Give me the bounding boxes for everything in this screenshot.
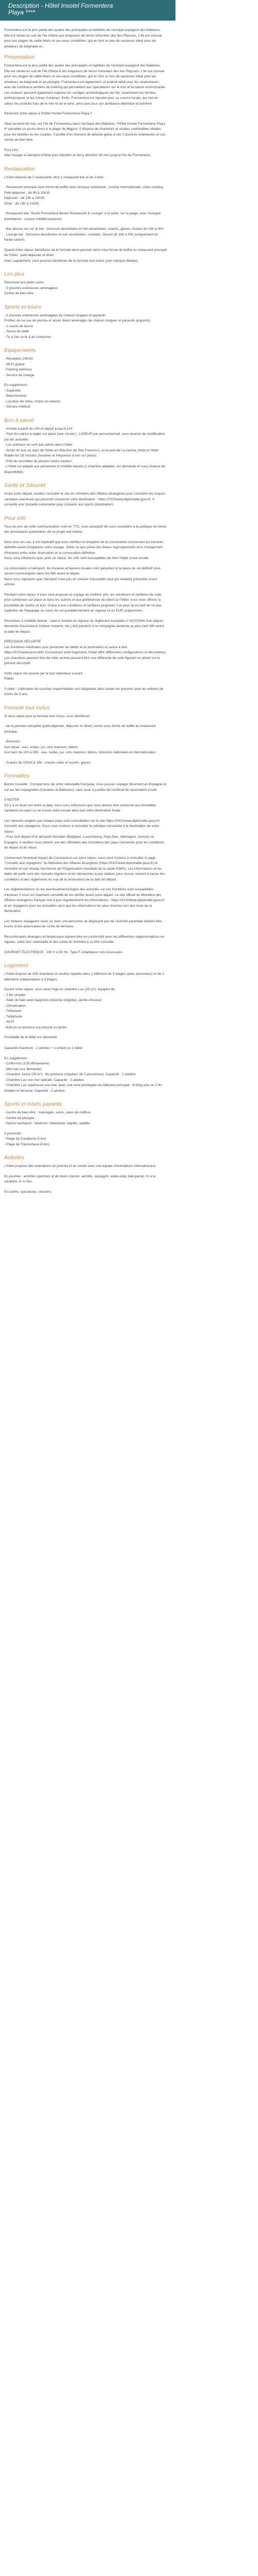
- section-paragraph-sports: - 2 piscines extérieures aménagées de chaises longues et parasols Profitez de sa vue de piscine et accès direct aménagés de chaises longues et parasols (payants) - 2 courts de tennis - Tennis de table - Tir à l'arc et tir à air comprimé: [4, 313, 150, 339]
- section-paragraph-bonasavoir: - Arrivée à partir de 15h et départ jusqu'à 12h - Tous les séjour à regler sur place (see, lot ext.): 2,50EUR par personne/nuit, sous réserve de modification par les autorités. - Les animaux ne sont pas admis dans l'hôtel. - Accès en bus ou taxis de l'hôtel en direction de San Francisco, ou le port de La savina, Hôtel et Hôtel fixable les 28 minutes (horaires et fréquence à voir sur place). - Prêt de serviettes de piscine contre caution. - L'hôtel est adapté aux personnes à mobilité réduite (1 chambre adaptée, sur demande et sous réserve de disponibilité).: [4, 427, 166, 474]
- section-title-presentation: Présentation: [4, 54, 35, 60]
- section-title-toutinclus: Formule tout inclus: [4, 704, 50, 711]
- section-paragraph-info: La convocation à l'aéroport, les horaires et liaisons locales sont garanties et la place du vol définitif vous seront communiqués dans les 48h avant le départ. Nous vous signalons que l'aéroport n'est pas en mesure d'accueillir ceux qui seraient présentés à leur arrivée.: [4, 566, 161, 586]
- section-paragraph-logement: Durant votre séjour, vous serez logé en chambre Lux (25 m²), équipée de : - 2 lits simples - Salle de bain avec baignoire (douche intégrée), sèche-cheveux - Climatisation - Télévision - Téléphone - Wi-Fi - Balcon ou terrasse vue piscine ou jardin.: [4, 988, 117, 1029]
- section-paragraph-presentation: Formentera est la plus petite des quatre îles principales et habitées de l'archipel espagnol des Baléares. Elle est située au sud de l'île d'Ibiza à ses longueurs de terres fortunées des îles Pityuses. L'île est connue pour ses plages de sable blanc et ses eaux cristallines, qui en font un lieu de vacances idéal pour les amateurs de baignade et de plongée. Formentera est également un endroit idéal pour les randonneurs, avec de nombreux sentiers de trekking qui permettent aux spectateurs sur le tour et la nature environnante. Les visiteurs peuvent également explorer les vestiges archéologiques de l'île, notamment les tombes préhistoriques et les ruines romaines. Enfin, Formentera est réputée pour sa cuisine locale, qui met en valeur les produits frais de la mer et de la terre, ainsi que pour son ambiance détendue et bohème.: [4, 64, 166, 106]
- section-paragraph-toutinclus: - Snacks de 10h30 à 18h : snacks salés et sucrés, glaces.: [4, 760, 92, 765]
- section-title-logement: Logement: [4, 962, 28, 969]
- header-title-line1: Description - Hôtel Insotel Formentera: [8, 2, 113, 9]
- section-paragraph-info: Tous les prix de cette communication sont en TTC, vous acceptez de vous soumettre à la politique de vente des prestataires partenaires de ce projet soit réalisé.: [4, 524, 166, 534]
- section-title-sports: Sports et loisirs: [4, 303, 41, 310]
- section-title-info: Pour info: [4, 515, 26, 521]
- section-paragraph-equipements: En supplément : - Supérette - Blanchisserie - Location de vélos, motos et voitures - Service médical: [4, 383, 61, 409]
- section-paragraph-logement: Possibilité de lit bébé sur demande. Capacité maximum : 2 adultes + 1 enfant ou 1 bébé: [4, 1036, 83, 1050]
- section-paragraph-toutinclus: - de la pension complète (petit-déjeuner, déjeuner et dîner) servie sous forme de buffet au restaurant principal.: [4, 724, 156, 734]
- section-paragraph-logement: L'hôtel dispose de 335 chambres et studios répartis dans 1 bâtiment de 4 étages (avec ascenseur) et de 2 bâtiments indépendants à 3 étages.: [4, 972, 164, 981]
- section-paragraph-info: Personnes à mobilité réduite : suite à l'entrée en vigueur du règlement européen n°1107/2006 (loin depuis demande d'assistance (chaise roulante, etc.) doit parvenir à la compagnie aérienne au plus tard 48h avant la date de départ.: [4, 619, 164, 634]
- section-paragraph-activites: En soirée, spectacles, concerts.: [4, 1190, 53, 1194]
- section-paragraph-formalites: Les mesures exigées par chaque pays sont consultables sur le site https://XXX/www.diplomatie.gouv.fr/ Conseils aux voyageurs. Nous vous invitons à consulter la rubrique consacrée à la destination de votre séjour. - Pour tout départ d'un aéroport frontalier (Belgique, Luxembourg, Pays-Bas, Allemagne, Suisse) ou Espagne, il veuillez nous obtenir une des officielles des ministères des pays concernés pour les conditions de départ et de retour.: [4, 819, 165, 850]
- section-title-sante: Santé et Sécurité: [4, 482, 46, 488]
- section-paragraph-restauration: - Restaurant-bar "South Formentera Beach Restaurant & Lounge" à la carte, sur la plage, avec musique d'ambiance : cuisine méditerranéenne.: [4, 212, 161, 221]
- section-title-formalites: Formalités: [4, 773, 30, 779]
- section-paragraph-info: PRÉCISION SÉCURITÉ Les frontières médicales pour présenter les billets et la destination et suivre à titre https://XXX/www.aca.int/fr/ Concernant votre logement, l'hôtel offre différentes configurations et décorations. Les chambres peuvent être de votre arrivée pouvant être une différente de celle figurant en photo sur le présent descriptif.: [4, 640, 167, 665]
- section-paragraph-restauration: Quand notre séjour, bénéficiez de la formule demi-pension ainsi vous forme de buffet au restaurant principal de l'hôtel : petit-déjeuner et dîner. Avec supplément, vous pourrez bénéficier de la formule tout inclus (voir rubrique dédiée).: [4, 248, 167, 263]
- section-paragraph-logement: En supplément : - Coffre-fort (12EUR/semaine) - Mini-bar (sur demande) - Chambre Junior (28 m²) : lits jumeaux (réguliers de 2 personnes). Capacité : 2 adultes - Chambre Lux vue mer latérale. Capacité : 2 adultes - Chambre Lux supérieure vue mer, avec une zone privilégiée du bâtiment principal : lit King size ou 2 lits simples et terrasse. Capacité : 2 adultes: [4, 1056, 163, 1093]
- section-paragraph-info: Dans tous les cas, il est impératif que vous vérifiiez la réception de la convocation concernant les horaires définitifs avant d'organiser votre voyage. Selon ce que prévu des beaux regroupements d'un changement d'horaires entre notre réservation et la convocation définitive. Nous vous informons que, pour ce séjour, les vols sont susceptibles de faire l'objet d'une escale.: [4, 540, 164, 560]
- section-paragraph-sante: Avant votre départ, veuillez consulter le site du ministère des Affaires étrangères pour connaître les risques sanitaires éventuels qui pourront concerner votre destination : https://XXX/www.diplomatie.gouv.fr. Il conseille une mutuelle contenante pour convenir aux sports (destination): [4, 492, 166, 506]
- section-paragraph-equipements: - Réception 24h/24 - Wi-Fi gratuit - Parking extérieur - Service de change: [4, 357, 35, 377]
- section-paragraph-presentation: Pour info : Aller-touage à l'aéroport d'Ibiza puis transfert en ferry direction 30 min jusqu'à l'île de Formentera.: [4, 148, 151, 157]
- section-title-sports2: Sports et loisirs payants: [4, 1101, 62, 1107]
- section-paragraph-formalites: A NOTER S'il y a un écart est entre la date, nous vous informons que nous devrez être conforme aux formalités sanitaires du pays ou ne trouve votre escale ainsi que votre destination finale.: [4, 798, 156, 812]
- section-paragraph-info: À noter : l'utilisation de couches imperméables est obligatoire dans toutes les piscines pour les enfants de moins de 3 ans.: [4, 687, 164, 696]
- section-title-bonasavoir: Bon à savoir: [4, 417, 35, 423]
- section-paragraph-formalites: Les réglementations ou les avertissements/règles des autorités sur ces frontières sont susceptibles d'évoluer, il vous est vivement conseillé de les vérifier avant votre départ. Le site officiel du Ministère des Affaires étrangères français met à jour régulièrement les informations : https://XXX/www.diplomatie.gouv.fr/ et en voyageurs pour les actualités ainsi que les informations les plus récentes lors des tests de la destination.: [4, 888, 165, 913]
- section-paragraph-plus: Personnel aux petits soins - 2 piscines extérieures aménagées Centre de bien-être: [4, 281, 58, 295]
- section-paragraph-activites: L'hôtel propose des animations en journée et en soirée avec une équipe d'animateurs internationaux.: [4, 1164, 157, 1168]
- section-paragraph-intro: Formentera est la plus petite des quatre îles principales et habitées de l'archipel espagnol des Baléares. Elle est située au sud de l'île d'Ibiza aux longueurs de terres fortunées des îles Pityuses. L'île est connue pour ses plages de sable blanc et ses eaux cristallines, qui en font un lieu de vacances idéal pour les amateurs de baignade et...: [4, 28, 162, 48]
- section-paragraph-presentation: Situé au bord de mer, sur l'île de Formentera dans l'archipel des Baléares, l'Hôtel Insotel Formentera Playa 4* possède un accès direct à la plage de Migjorn. Il dispose de chambres et studios confortables idéales pour les familles ou les couples. Il profite d'un moment de détente grâce à ses 2 piscines extérieures et son centre de bien-être.: [4, 122, 166, 142]
- section-paragraph-toutinclus: Si vous optez pour la formule tout inclus, vous bénéficiez :: [4, 714, 92, 718]
- section-paragraph-activites: En journée : activités sportives et de loisirs (tennis, aérobic, aquagym, water-polo, ball-game), tir à la carabine, tir à l'arc.: [4, 1174, 156, 1183]
- section-paragraph-formalites: Les mineurs voyageant seuls ou avec une personne ne disposant pas de l'autorité parentale doivent être munis d'une autorisation de sortie de territoire.: [4, 919, 162, 928]
- section-paragraph-formalites: Concernant l'éventuel impact de Coronavirus sur votre séjour, nous vous invitons à consulter le page "Conseils aux voyageurs" du Ministère des Affaires étrangères (https://XXX/www.diplomatie.gouv.fr) le ministère et son réseau fonctionne de l'Organisation mondiale de la santé (OMS). Les informations et les dates de partir sont des conseils réguliers et les démarches à pas réaliser pour réussir suivant à cause des conditions et des règlements en vue de la réservation de la date de départ.: [4, 856, 165, 882]
- section-title-activites: Activités: [4, 1155, 25, 1161]
- section-paragraph-presentation: Réservez votre séjour à l'Hôtel Insotel Formentera Playa !!: [4, 112, 92, 115]
- section-paragraph-sports2: A proximité : - Plage de Cavalleria (5 km) - Plage de Tramuntana (4 km).: [4, 1131, 51, 1146]
- description-content: [0, 28, 171, 1195]
- section-paragraph-restauration: L'hôtel dispose de 2 restaurants dont 1 restaurant bar et de 2 bars :: [4, 175, 106, 179]
- section-paragraph-toutinclus: - Boissons : Aux repas : eau, sodas, jus, vins maisons, bières. Aux bars de 10h à 00h : eau, sodas, jus, vins maisons, bières, boissons nationales et internationales.: [4, 740, 157, 754]
- page-header: [0, 0, 175, 21]
- section-title-restauration: Restauration: [4, 165, 35, 172]
- section-paragraph-formalites: Bonne nouvelle : Compte tenu de votre nationalité française, vous pouvez voyager librement en Espagne et sur les îles espagnoles (Canaries et Baléares), sans avoir à justifier de certificat de vaccination Covid.: [4, 783, 167, 792]
- section-paragraph-sports2: - Centre de bien-être : massages, soins, salon de coiffure - Centre de plongée - Sports nautiques : windsurf, catamaran, kayaks, paddle.: [4, 1111, 91, 1125]
- section-paragraph-info: Pendant votre séjour, il vous sera proposé un voyage au meilleur prix, les conditions et tarifaires de suite pour comprises sur place et dans les actions et aux préférences du client ou l'hôtel, nous vous offrons la possibilité de choisir ce bon. Grâce à nos conditions et tarifaires proposés il se peut qu'un tarif de ne pas supérieur de l'équipage ou cours du vol quotidiennement en vigueur et en EUR uniquement.: [4, 592, 162, 613]
- section-paragraph-restauration: - Restaurant principal sous forme de buffet avec terrasse extérieure : cuisine internationale, show cooking Petit-déjeuner : de 8h à 10h15 Déjeuner : de 13h à 14h30 Dîner : de 19h à 21h30: [4, 185, 164, 206]
- section-paragraph-formalites: COURANT ÉLECTRIQUE : 230 V à 50 Hz. Type F. Adaptateur non nécessaire.: [4, 950, 123, 954]
- section-title-plus: Les plus: [4, 271, 25, 277]
- header-title-line2: Playa ****: [8, 9, 36, 16]
- section-title-equipements: Equipements: [4, 347, 36, 353]
- section-paragraph-formalites: Ressortissants étrangers et binationaux doivent être en conformité avec les différentes réglementations en vigueur, selon leur nationalité et des sortie du territoire à ce titre consulté.: [4, 935, 165, 944]
- section-paragraph-restauration: - Bar piscine sur sur le bar : boissons alcoolisées et non alcoolisées, snacks, glaces. Ouvert de 10h à 00h. - Lounge bar : boissons alcoolisées et non alcoolisées, cocktails. Ouvert de 19h à 00h (uniquement en haute saison).: [4, 227, 165, 242]
- section-paragraph-info: Votre séjour est assuré par le tour opérateur suivant : Platier: [4, 671, 85, 681]
